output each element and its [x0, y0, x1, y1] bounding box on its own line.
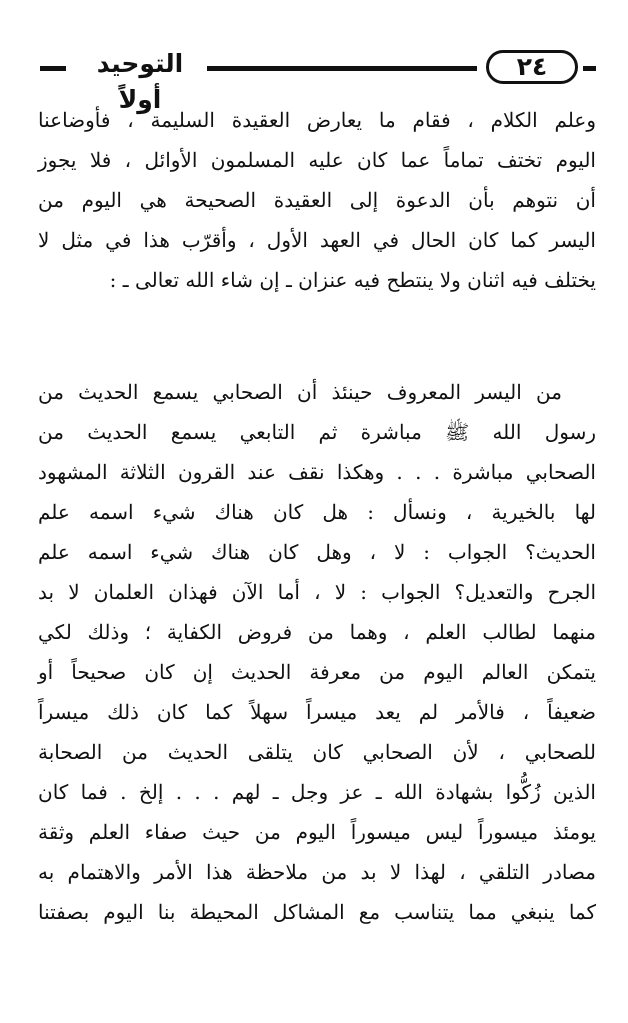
header-rule-middle: [207, 66, 477, 71]
header-rule-left: [40, 66, 66, 71]
text-line: يتمكن العالم اليوم من معرفة الحديث إن كان صحيحاً أو: [38, 660, 596, 684]
text-line: الحديث؟ الجواب : لا ، وهل كان هناك شيء اسمه علم: [38, 540, 596, 564]
text-line: للصحابي ، لأن الصحابي كان يتلقى الحديث من الصحابة: [38, 740, 596, 764]
text-line: مصادر التلقي ، لهذا لا بد من ملاحظة هذا الأمر والاهتمام به: [38, 860, 596, 884]
text-line: الذين زُكُّوا بشهادة الله ـ عز وجل ـ لهم . . . إلخ . فما كان: [38, 780, 596, 804]
text-line: رسول الله ﷺ مباشرة ثم التابعي يسمع الحديث من: [38, 420, 596, 444]
text-line: من اليسر المعروف حينئذ أن الصحابي يسمع الحديث من: [38, 380, 562, 404]
text-line: يومئذ ميسوراً ليس ميسوراً اليوم من حيث صفاء العلم وثقة: [38, 820, 596, 844]
page-number: ٢٤: [486, 50, 578, 84]
text-line: يختلف فيه اثنان ولا ينتطح فيه عنزان ـ إن شاء الله تعالى ـ :: [109, 268, 596, 292]
running-header: [40, 42, 596, 114]
text-line: لها بالخيرية ، ونسأل : هل كان هناك شيء اسمه علم: [38, 500, 596, 524]
text-line: كما ينبغي مما يتناسب مع المشاكل المحيطة بنا اليوم بصفتنا: [38, 900, 596, 924]
text-line: منهما لطالب العلم ، وهما من فروض الكفاية ؛ وذلك لكي: [38, 620, 596, 644]
header-rule-right: [583, 66, 596, 71]
text-line: الصحابي مباشرة . . . وهكذا نقف عند القرون الثلاثة المشهود: [38, 460, 596, 484]
text-line: اليسر كما كان الحال في العهد الأول ، وأقرّب هذا في مثل لا: [38, 228, 596, 252]
text-line: اليوم تختف تماماً عما كان عليه المسلمون الأوائل ، فلا يجوز: [38, 148, 596, 172]
text-line: الجرح والتعديل؟ الجواب : لا ، أما الآن فهذان العلمان لا بد: [38, 580, 596, 604]
text-line: أن نتوهم بأن الدعوة إلى العقيدة الصحيحة هي اليوم من: [38, 188, 596, 212]
running-title: التوحيد أولاً: [96, 49, 184, 114]
text-line: وعلم الكلام ، فقام ما يعارض العقيدة السليمة ، فأوضاعنا: [38, 108, 596, 132]
text-line: ضعيفاً ، فالأمر لم يعد ميسراً سهلاً كما كان ذلك ميسراً: [38, 700, 596, 724]
paragraph-2: [38, 372, 596, 932]
paragraph-1: [38, 100, 596, 300]
